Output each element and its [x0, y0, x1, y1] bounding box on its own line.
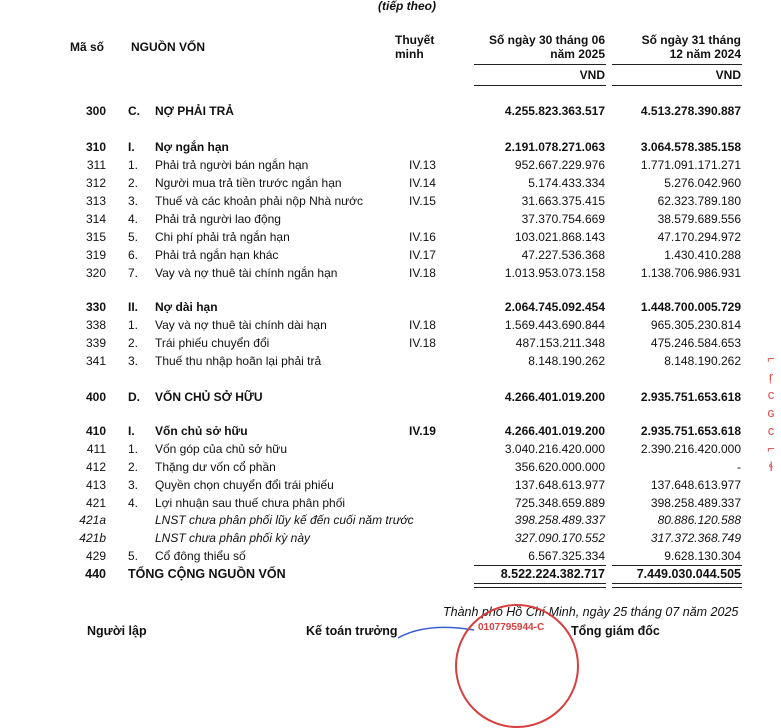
row-name: Chi phí phải trả ngắn hạn: [155, 230, 290, 244]
stamp-number: 0107795944-C: [478, 622, 545, 633]
row-index: 5.: [128, 230, 139, 244]
col1-header-rule: [474, 64, 606, 65]
row-index: I.: [128, 140, 135, 154]
table-row: [0, 192, 781, 210]
row-code: 330: [85, 300, 106, 314]
row-value-2024: 2.935.751.653.618: [640, 390, 741, 404]
row-value-2025: 3.040.216.420.000: [504, 442, 605, 456]
header-note-line1: Thuyết: [395, 33, 435, 47]
table-row: [0, 511, 781, 529]
row-code: 429: [85, 549, 106, 563]
header-col1-line2: năm 2025: [550, 47, 605, 61]
general-director-label: Tổng giám đốc: [571, 624, 660, 638]
table-row: [0, 316, 781, 334]
row-code: 412: [85, 460, 106, 474]
row-value-2024: 4.513.278.390.887: [640, 104, 741, 118]
header-note-line2: minh: [395, 47, 424, 61]
table-row: [0, 334, 781, 352]
col2-total-rule: [612, 565, 742, 566]
row-value-2024: 398.258.489.337: [650, 496, 741, 510]
row-value-2025: 103.021.868.143: [514, 230, 605, 244]
table-row: [0, 422, 781, 440]
row-code: 413: [85, 478, 106, 492]
continued-label: (tiếp theo): [378, 0, 436, 13]
row-value-2024: 1.448.700.005.729: [640, 300, 741, 314]
row-value-2025: 8.148.190.262: [528, 354, 605, 368]
col1-unit-rule: [474, 85, 606, 86]
preparer-label: Người lập: [87, 624, 147, 638]
table-row: [0, 494, 781, 512]
row-value-2025: 47.227.536.368: [521, 248, 605, 262]
row-code: 313: [85, 194, 106, 208]
row-code: 421: [85, 496, 106, 510]
row-note: IV.17: [409, 248, 436, 262]
row-index: 3.: [128, 354, 139, 368]
row-value-2024: 3.064.578.385.158: [640, 140, 741, 154]
row-code: 421b: [79, 531, 106, 545]
row-value-2025: 4.255.823.363.517: [504, 104, 605, 118]
row-name: NỢ PHẢI TRẢ: [155, 104, 234, 118]
row-code: 315: [85, 230, 106, 244]
row-note: IV.13: [409, 158, 436, 172]
row-index: 7.: [128, 266, 139, 280]
row-name: Vay và nợ thuê tài chính dài hạn: [155, 318, 327, 332]
row-name: Quyền chọn chuyển đổi trái phiếu: [155, 478, 334, 492]
row-index: 5.: [128, 549, 139, 563]
row-note: IV.18: [409, 336, 436, 350]
row-index: 6.: [128, 248, 139, 262]
row-value-2025: 952.667.229.976: [514, 158, 605, 172]
row-value-2025: 1.013.953.073.158: [504, 266, 605, 280]
row-code: 312: [85, 176, 106, 190]
table-row: [0, 102, 781, 120]
row-index: 1.: [128, 442, 139, 456]
row-value-2025: 327.090.170.552: [514, 531, 605, 545]
col2-header-rule: [612, 64, 742, 65]
row-note: IV.14: [409, 176, 436, 190]
row-name: Vốn chủ sở hữu: [155, 424, 248, 438]
col2-double-rule: [612, 583, 742, 588]
row-index: 4.: [128, 212, 139, 226]
row-value-2024: 475.246.584.653: [650, 336, 741, 350]
row-value-2024: 47.170.294.972: [657, 230, 741, 244]
row-value-2025: 356.620.000.000: [514, 460, 605, 474]
place-date: Thành phố Hồ Chí Minh, ngày 25 tháng 07 năm 2025: [443, 605, 739, 619]
row-note: IV.19: [409, 424, 436, 438]
row-value-2025: 398.258.489.337: [514, 513, 605, 527]
row-value-2024: 62.323.789.180: [657, 194, 741, 208]
table-row: [0, 228, 781, 246]
row-code: 320: [85, 266, 106, 280]
row-name: TỔNG CỘNG NGUỒN VỐN: [128, 567, 286, 581]
row-index: C.: [128, 104, 140, 118]
header-col1-line1: Số ngày 30 tháng 06: [488, 33, 605, 47]
chief-accountant-label: Kế toán trưởng: [306, 624, 398, 638]
unit-col2: VND: [715, 68, 741, 82]
row-name: Thặng dư vốn cổ phần: [155, 460, 276, 474]
row-name: LNST chưa phân phối kỳ này: [155, 531, 311, 545]
row-note: IV.18: [409, 318, 436, 332]
row-index: 2.: [128, 460, 139, 474]
row-note: IV.16: [409, 230, 436, 244]
row-value-2025: 1.569.443.690.844: [504, 318, 605, 332]
row-name: Cổ đông thiểu số: [155, 549, 246, 563]
table-row: [0, 352, 781, 370]
header-col2-line1: Số ngày 31 tháng: [641, 33, 741, 47]
table-row: [0, 138, 781, 156]
row-code: 300: [85, 104, 106, 118]
red-stamp-edge-icon: ⌐ ŗ ᴄ ɢ ᴄ ⌐ ɬ: [767, 351, 775, 474]
table-row: [0, 458, 781, 476]
table-row: [0, 298, 781, 316]
header-source: NGUỒN VỐN: [131, 40, 206, 54]
table-row: [0, 529, 781, 547]
row-name: Vốn góp của chủ sở hữu: [155, 442, 287, 456]
row-value-2024: 1.138.706.986.931: [640, 266, 741, 280]
row-code: 410: [85, 424, 106, 438]
row-value-2025: 2.191.078.271.063: [504, 140, 605, 154]
row-value-2024: 1.430.410.288: [664, 248, 741, 262]
row-name: Trái phiếu chuyển đổi: [155, 336, 270, 350]
table-row: [0, 476, 781, 494]
row-code: 311: [86, 158, 106, 172]
row-index: 3.: [128, 194, 139, 208]
header-col2-line2: 12 năm 2024: [669, 47, 741, 61]
col2-unit-rule: [612, 85, 742, 86]
row-value-2025: 5.174.433.334: [528, 176, 605, 190]
row-value-2025: 2.064.745.092.454: [504, 300, 605, 314]
table-row: [0, 174, 781, 192]
table-row: [0, 246, 781, 264]
row-value-2024: 38.579.689.556: [657, 212, 741, 226]
row-code: 338: [85, 318, 106, 332]
row-code: 339: [85, 336, 106, 350]
row-value-2025: 487.153.211.348: [515, 336, 605, 350]
row-value-2025: 37.370.754.669: [521, 212, 605, 226]
row-value-2024: 137.648.613.977: [650, 478, 741, 492]
row-value-2024: 5.276.042.960: [664, 176, 741, 190]
row-code: 440: [85, 567, 106, 581]
row-index: 4.: [128, 496, 139, 510]
row-name: Thuế thu nhập hoãn lại phải trả: [155, 354, 322, 368]
row-code: 319: [85, 248, 106, 262]
row-value-2024: 2.935.751.653.618: [640, 424, 741, 438]
col1-total-rule: [474, 565, 606, 566]
row-name: Lợi nhuận sau thuế chưa phân phối: [155, 496, 346, 510]
unit-col1: VND: [579, 68, 605, 82]
table-row: [0, 547, 781, 565]
row-index: 3.: [128, 478, 139, 492]
table-row: [0, 388, 781, 406]
row-value-2025: 725.348.659.889: [514, 496, 605, 510]
row-value-2024: -: [737, 460, 741, 474]
row-index: 1.: [128, 318, 139, 332]
table-row: [0, 440, 781, 458]
row-value-2024: 1.771.091.171.271: [640, 158, 741, 172]
row-value-2025: 8.522.224.382.717: [500, 567, 605, 581]
row-name: Phải trả người bán ngắn hạn: [155, 158, 309, 172]
row-index: 1.: [128, 158, 139, 172]
table-row: [0, 565, 781, 583]
row-name: Vay và nợ thuê tài chính ngắn hạn: [155, 266, 338, 280]
row-value-2024: 965.305.230.814: [650, 318, 741, 332]
table-row: [0, 210, 781, 228]
row-note: IV.15: [409, 194, 436, 208]
row-index: I.: [128, 424, 135, 438]
row-name: Người mua trả tiền trước ngắn hạn: [155, 176, 342, 190]
row-name: Phải trả ngắn hạn khác: [155, 248, 279, 262]
row-code: 310: [85, 140, 106, 154]
row-index: II.: [128, 300, 139, 314]
row-value-2025: 4.266.401.019.200: [504, 424, 605, 438]
row-value-2024: 317.372.368.749: [650, 531, 741, 545]
row-name: Phải trả người lao động: [155, 212, 281, 226]
row-value-2024: 2.390.216.420.000: [640, 442, 741, 456]
row-value-2025: 6.567.325.334: [528, 549, 605, 563]
row-name: Thuế và các khoản phải nộp Nhà nước: [155, 194, 364, 208]
row-code: 421a: [79, 513, 106, 527]
row-name: Nợ dài hạn: [155, 300, 218, 314]
row-index: 2.: [128, 176, 139, 190]
row-value-2024: 8.148.190.262: [664, 354, 741, 368]
row-name: Nợ ngắn hạn: [155, 140, 229, 154]
row-index: D.: [128, 390, 140, 404]
table-row: [0, 156, 781, 174]
table-row: [0, 264, 781, 282]
row-value-2024: 9.628.130.304: [664, 549, 741, 563]
col1-double-rule: [474, 583, 606, 588]
row-code: 341: [85, 354, 106, 368]
row-index: 2.: [128, 336, 139, 350]
row-code: 314: [85, 212, 106, 226]
row-code: 400: [85, 390, 106, 404]
row-value-2025: 137.648.613.977: [514, 478, 605, 492]
row-value-2024: 7.449.030.044.505: [636, 567, 741, 581]
row-value-2024: 80.886.120.588: [657, 513, 741, 527]
row-value-2025: 31.663.375.415: [521, 194, 605, 208]
row-name: VỐN CHỦ SỞ HỮU: [155, 390, 263, 404]
row-name: LNST chưa phân phối lũy kế đến cuối năm trước: [155, 513, 414, 527]
header-code: Mã số: [70, 40, 105, 54]
row-value-2025: 4.266.401.019.200: [504, 390, 605, 404]
row-note: IV.18: [409, 266, 436, 280]
row-code: 411: [86, 442, 106, 456]
